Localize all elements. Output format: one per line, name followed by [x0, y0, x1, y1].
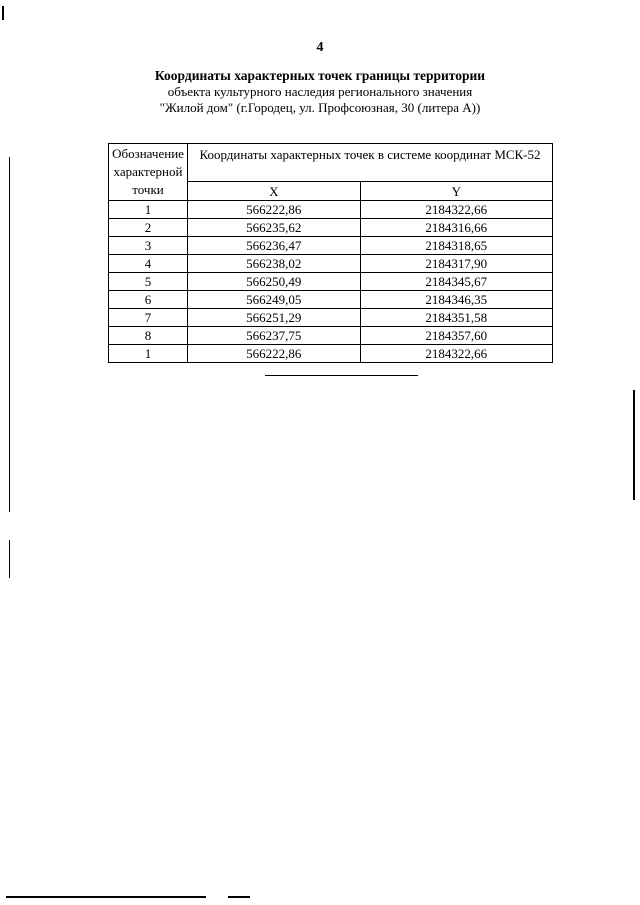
table-row	[109, 309, 553, 327]
cell-x: 566235,62	[188, 219, 361, 237]
document-subtitle-object: объекта культурного наследия регионального значения	[167, 84, 473, 99]
cell-y: 2184316,66	[360, 219, 552, 237]
coordinates-table	[108, 143, 553, 363]
cell-x: 566237,75	[188, 327, 361, 345]
cell-y: 2184318,65	[360, 237, 552, 255]
cell-x: 566236,47	[188, 237, 361, 255]
page-number: 4	[316, 40, 324, 55]
cell-y: 2184345,67	[360, 273, 552, 291]
table-row	[109, 291, 553, 309]
header-y: Y	[360, 182, 552, 201]
cell-point: 1	[109, 345, 188, 363]
table-row	[109, 327, 553, 345]
table-row	[109, 201, 553, 219]
cell-x: 566238,02	[188, 255, 361, 273]
cell-x: 566249,05	[188, 291, 361, 309]
cell-point: 7	[109, 309, 188, 327]
table-header-row	[109, 144, 553, 182]
cell-y: 2184317,90	[360, 255, 552, 273]
cell-point: 6	[109, 291, 188, 309]
cell-point: 8	[109, 327, 188, 345]
table-row	[109, 345, 553, 363]
document-subtitle-address: "Жилой дом" (г.Городец, ул. Профсоюзная, 30 (литера А))	[159, 100, 481, 115]
document-title: Координаты характерных точек границы территории	[154, 68, 486, 83]
cell-y: 2184357,60	[360, 327, 552, 345]
scan-edge-mark	[9, 157, 10, 512]
cell-y: 2184346,35	[360, 291, 552, 309]
cell-y: 2184322,66	[360, 201, 552, 219]
document-title-block	[0, 68, 640, 116]
cell-x: 566250,49	[188, 273, 361, 291]
table-row	[109, 237, 553, 255]
cell-point: 5	[109, 273, 188, 291]
cell-point: 3	[109, 237, 188, 255]
scan-edge-mark	[633, 390, 635, 500]
cell-y: 2184351,58	[360, 309, 552, 327]
cell-point: 4	[109, 255, 188, 273]
scan-bottom-rule	[6, 896, 206, 898]
header-coordinates-system: Координаты характерных точек в системе координат МСК-52	[188, 144, 553, 182]
table-row	[109, 273, 553, 291]
cell-x: 566222,86	[188, 345, 361, 363]
coordinates-table-body	[109, 201, 553, 363]
table-row	[109, 255, 553, 273]
header-x: X	[188, 182, 361, 201]
cell-point: 2	[109, 219, 188, 237]
scan-edge-mark	[9, 540, 10, 578]
cell-x: 566222,86	[188, 201, 361, 219]
header-point-designation: Обозначение характерной точки	[109, 144, 188, 201]
cell-y: 2184322,66	[360, 345, 552, 363]
table-row	[109, 219, 553, 237]
scan-bottom-rule	[228, 896, 250, 898]
scan-edge-mark	[2, 6, 4, 20]
closing-divider-line	[265, 375, 418, 376]
cell-x: 566251,29	[188, 309, 361, 327]
cell-point: 1	[109, 201, 188, 219]
